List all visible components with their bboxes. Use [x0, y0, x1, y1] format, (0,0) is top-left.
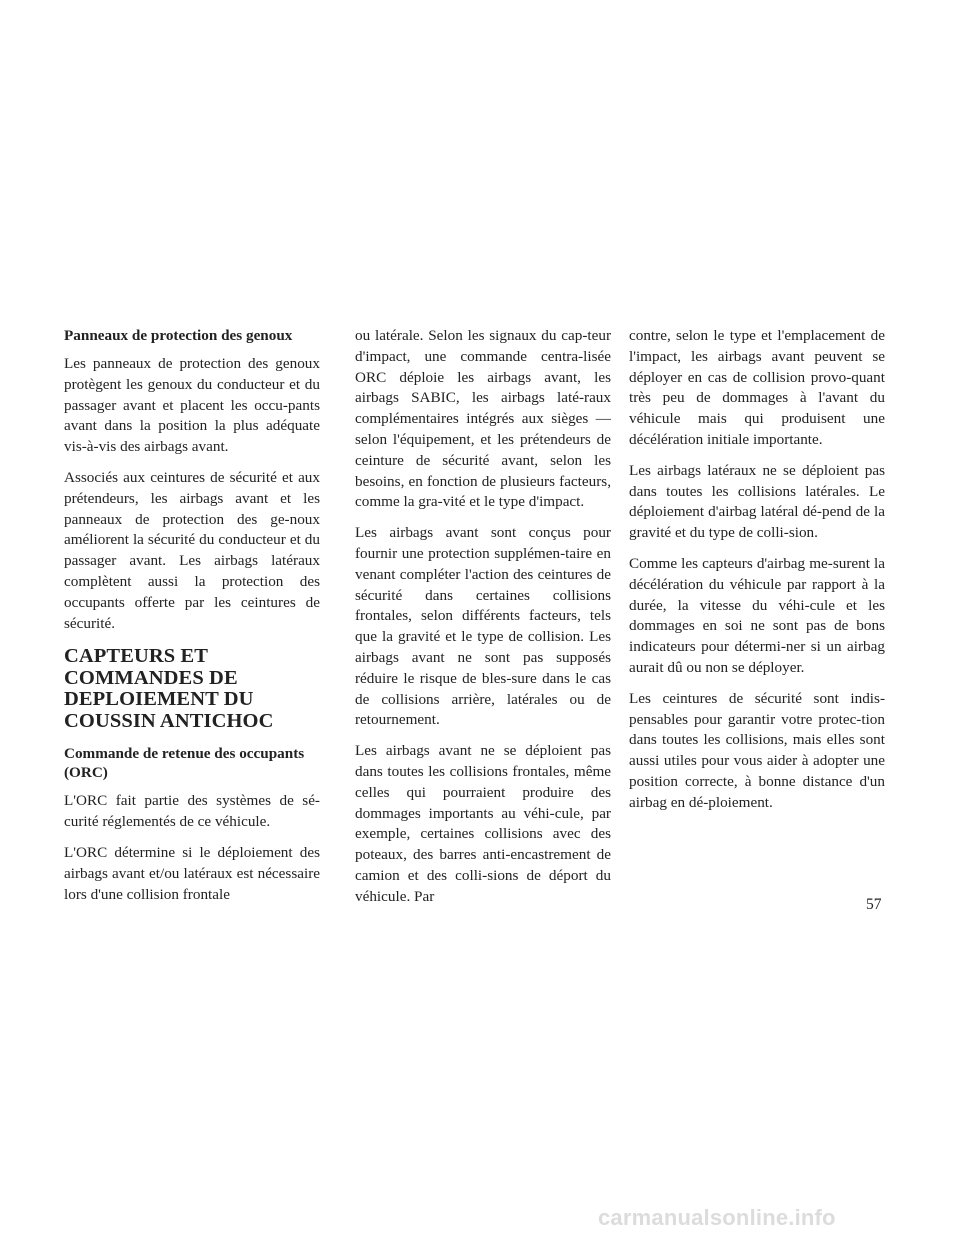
watermark: carmanualsonline.info — [598, 1205, 836, 1230]
paragraph: Les airbags latéraux ne se déploient pas dans toutes les collisions latérales. Le déploiement d'airbag latéral dé-pend de la gravité et du type de colli-sion. — [629, 461, 885, 542]
paragraph: contre, selon le type et l'emplacement de l'impact, les airbags avant peuvent se déployer en cas de collision provo-quant très peu de dommages à l'avant du véhicule mais qui produisent une décélération initiale importante. — [629, 327, 885, 448]
paragraph: Comme les capteurs d'airbag me-surent la décélération du véhicule par rapport à la durée, la vitesse du véhi-cule et les dommages en soi ne sont pas de bons indicateurs pour détermi-ner si un airbag aurait dû ou non se déployer. — [629, 554, 885, 676]
paragraph: ou latérale. Selon les signaux du cap-teur d'impact, une commande centra-lisée ORC déploie les airbags avant, les airbags SABIC, les airbags laté-raux complémentaires intégrés aux sièges — selon l'équipement, et les prétendeurs de ceinture de sécurité avant, selon les besoins, en fonction de plusieurs facteurs, comme la gra-vité et le type d'impact. — [355, 327, 611, 511]
section-heading: CAPTEURS ET COMMANDES DE DEPLOIEMENT DU COUSSIN ANTICHOC — [64, 645, 274, 732]
paragraph: Les ceintures de sécurité sont indis-pensables pour garantir votre protec-tion dans toutes les collisions, mais elles sont aussi utiles pour vous aider à adopter une position correcte, à bonne distance d'un airbag en dé-ploiement. — [629, 689, 885, 811]
column-right — [629, 326, 885, 824]
paragraph: Les airbags avant ne se déploient pas dans toutes les collisions frontales, même celles qui pourraient produire des dommages importants au véhi-cule, par exemple, certaines collisions avec des poteaux, des barres anti-encastrement de camion et des colli-sions de déport du véhicule. Par — [355, 742, 611, 905]
paragraph: Associés aux ceintures de sécurité et aux prétendeurs, les airbags avant et les panneaux de protection des ge-noux améliorent la sécurité du conducteur et du passager avant. Les airbags latéraux complètent aussi la protection des occupants offerte par les ceintures de sécurité. — [64, 468, 320, 632]
page-number: 57 — [866, 896, 882, 913]
paragraph: L'ORC fait partie des systèmes de sé-curité réglementés de ce véhicule. — [64, 792, 320, 831]
subheading-knee-panels: Panneaux de protection des genoux — [64, 327, 293, 344]
paragraph: Les panneaux de protection des genoux protègent les genoux du conducteur et du passager avant et placent les occu-pants avant dans la position la plus adéquate vis-à-vis des airbags avant. — [64, 355, 320, 456]
subheading-orc: Commande de retenue des occupants (ORC) — [64, 745, 305, 782]
column-middle — [355, 326, 611, 918]
paragraph: L'ORC détermine si le déploiement des airbags avant et/ou latéraux est nécessaire lors d'une collision frontale — [64, 843, 320, 903]
paragraph: Les airbags avant sont conçus pour fournir une protection supplémen-taire en venant compléter l'action des ceintures de sécurité dans certaines collisions frontales, selon différents facteurs, tels que la gravité et le type de collision. Les airbags avant ne sont pas supposés réduire le risque de bles-sure dans le cas de collisions arrière, latérales ou de retournement. — [355, 524, 611, 729]
column-left — [64, 326, 320, 915]
